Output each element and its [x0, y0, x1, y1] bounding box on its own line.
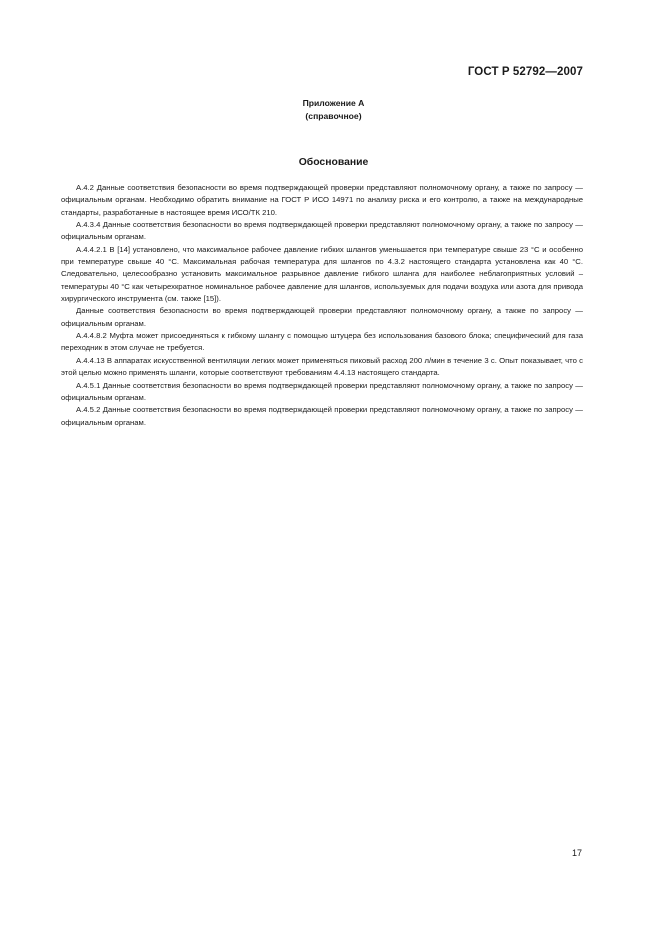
paragraph-a-4-5-2: А.4.5.2 Данные соответствия безопасности во время подтверждающей проверки представляют полномочному органу, а также по запросу — официальным органам.	[61, 405, 583, 427]
appendix-subtitle: (справочное)	[305, 111, 362, 121]
paragraph-a-4-4-13: А.4.4.13 В аппаратах искусственной вентиляции легких может применяться пиковый расход 200 л/мин в течение 3 с. Опыт показывает, что с этой целью можно применять шланги, которые соответствуют требованиям 4.4.13 настоящего стандарта.	[61, 355, 583, 378]
document-number: ГОСТ Р 52792—2007	[467, 66, 583, 78]
document-body	[61, 182, 583, 429]
paragraph-a-4-2: А.4.2 Данные соответствия безопасности во время подтверждающей проверки представляют полномочному органу, а также по запросу — официальным органам. Необходимо обратить внимание на ГОСТ Р ИСО 14971 по анализу риска и его контролю, а также на международные стандарты, разработанные в настоящее время ИСО/ТК 210.	[61, 183, 583, 217]
paragraph-conformity-note: Данные соответствия безопасности во время подтверждающей проверки представляют полномочному органу, а также по запросу — официальным органам.	[61, 306, 583, 328]
appendix-title: Приложение А	[302, 98, 365, 108]
paragraph-a-4-4-8-2: А.4.4.8.2 Муфта может присоединяться к гибкому шлангу с помощью штуцера без использования базового блока; специфический для газа переходник в этом случае не требуется.	[61, 331, 583, 353]
appendix-heading	[0, 97, 661, 123]
section-title: Обоснование	[298, 157, 369, 168]
paragraph-a-4-5-1: А.4.5.1 Данные соответствия безопасности во время подтверждающей проверки представляют полномочному органу, а также по запросу — официальным органам.	[61, 380, 583, 402]
paragraph-a-4-3-4: А.4.3.4 Данные соответствия безопасности во время подтверждающей проверки представляют полномочному органу, а также по запросу — официальным органам.	[61, 220, 583, 242]
paragraph-a-4-4-2-1: А.4.4.2.1 В [14] установлено, что максимальное рабочее давление гибких шлангов уменьшается при температуре свыше 23 °С и особенно при температуре свыше 40 °С. Максимальная рабочая температура для шлангов по 4.3.2 настоящего стандарта установлена как 40 °С. Следовательно, целесообразно установить максимальное разрывное давление гибкого шланга для наиболее неблагоприятных условий – температуры 40 °С как четырехкратное номинальное рабочее давление для шлангов, используемых для подачи воздуха или азота для привода хирургического инструмента (см. также [15]).	[61, 244, 583, 304]
page-number: 17	[571, 848, 582, 858]
